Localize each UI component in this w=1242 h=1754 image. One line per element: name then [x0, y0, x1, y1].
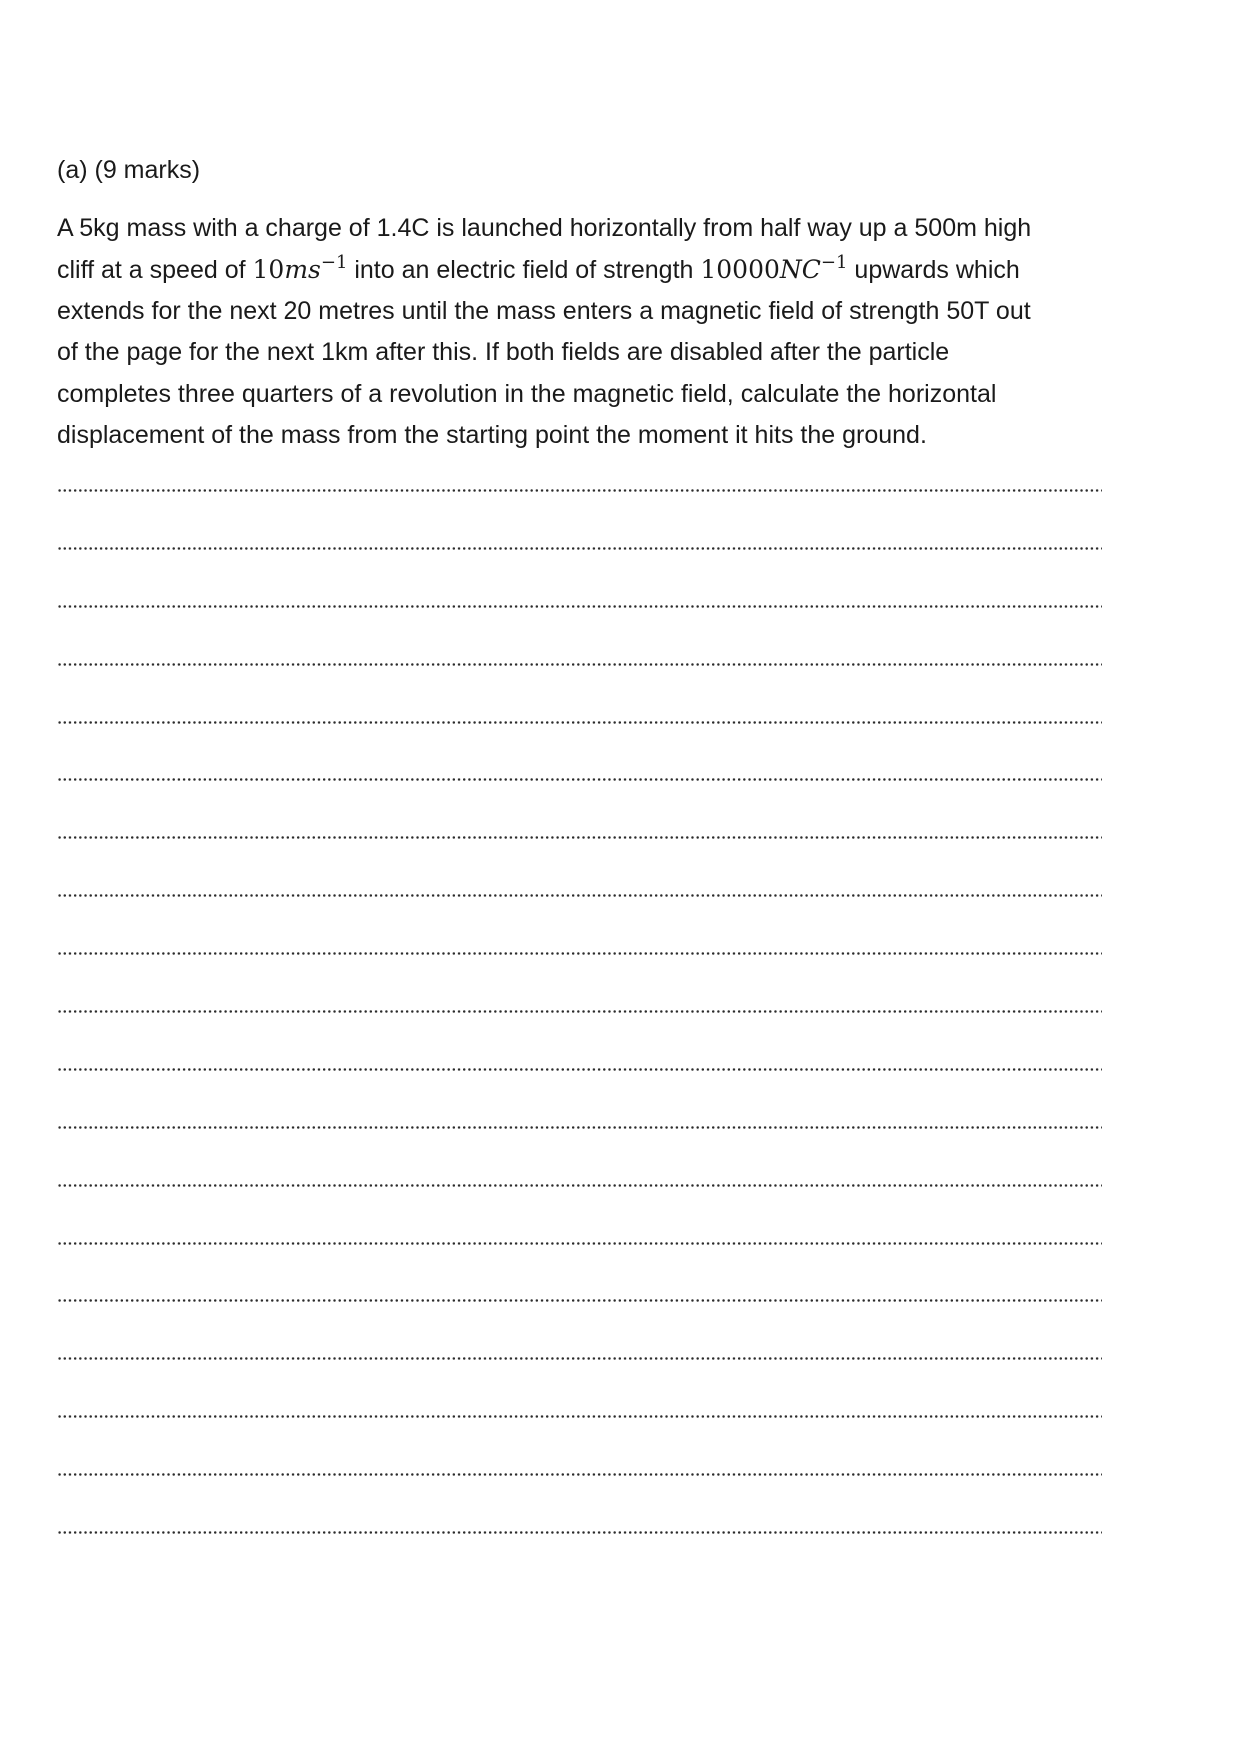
answer-line[interactable]: [57, 1175, 1102, 1233]
field-strength-unit: NC: [779, 255, 821, 285]
dotted-rule: [57, 952, 1102, 955]
dotted-rule: [57, 1126, 1102, 1129]
dotted-rule: [57, 894, 1102, 897]
question-line-2: [57, 249, 1197, 290]
answer-line[interactable]: [57, 1406, 1102, 1464]
field-strength-expression: [700, 252, 848, 285]
dotted-rule: [57, 1531, 1102, 1534]
dotted-rule: [57, 1473, 1102, 1476]
question-line-1: A 5kg mass with a charge of 1.4C is launched horizontally from half way up a 500m high: [57, 214, 1032, 242]
dotted-rule: [57, 663, 1102, 666]
dotted-rule: [57, 1299, 1102, 1302]
answer-line[interactable]: [57, 1117, 1102, 1175]
answer-line[interactable]: [57, 1522, 1102, 1580]
answer-line[interactable]: [57, 538, 1102, 596]
answer-line[interactable]: [57, 654, 1102, 712]
answer-line[interactable]: [57, 596, 1102, 654]
question-line-4: of the page for the next 1km after this. If both fields are disabled after the particle: [57, 338, 950, 367]
answer-line[interactable]: [57, 1464, 1102, 1522]
answer-line[interactable]: [57, 712, 1102, 770]
speed-unit-exponent: −1: [320, 252, 348, 274]
question-text: [57, 208, 1197, 456]
question-text-fragment: cliff at a speed of: [57, 256, 253, 285]
dotted-rule: [57, 1242, 1102, 1245]
dotted-rule: [57, 836, 1102, 839]
dotted-rule: [57, 547, 1102, 550]
question-text-fragment: upwards which: [847, 256, 1020, 285]
speed-unit: ms: [284, 255, 321, 285]
dotted-rule: [57, 1415, 1102, 1418]
answer-line[interactable]: [57, 1001, 1102, 1059]
speed-expression: [252, 252, 348, 285]
dotted-rule: [57, 605, 1102, 608]
dotted-rule: [57, 1068, 1102, 1071]
question-line-6: displacement of the mass from the starting point the moment it hits the ground.: [57, 420, 927, 449]
dotted-rule: [57, 1184, 1102, 1187]
speed-value: 10: [252, 255, 285, 285]
answer-line[interactable]: [57, 1233, 1102, 1291]
answer-line[interactable]: [57, 480, 1102, 538]
dotted-rule: [57, 489, 1102, 492]
dotted-rule: [57, 721, 1102, 724]
answer-line[interactable]: [57, 769, 1102, 827]
question-heading: (a) (9 marks): [57, 156, 201, 184]
answer-lines: [57, 480, 1102, 1580]
question-text-fragment: into an electric field of strength: [347, 256, 701, 285]
answer-line[interactable]: [57, 1059, 1102, 1117]
answer-line[interactable]: [57, 885, 1102, 943]
question-line-3: extends for the next 20 metres until the mass enters a magnetic field of strength 50T out: [57, 296, 1031, 325]
answer-line[interactable]: [57, 827, 1102, 885]
field-strength-value: 10000: [700, 255, 780, 285]
field-strength-unit-exponent: −1: [820, 252, 848, 274]
question-line-5: completes three quarters of a revolution in the magnetic field, calculate the horizontal: [57, 379, 997, 408]
answer-line[interactable]: [57, 1290, 1102, 1348]
dotted-rule: [57, 778, 1102, 781]
dotted-rule: [57, 1010, 1102, 1013]
dotted-rule: [57, 1357, 1102, 1360]
answer-line[interactable]: [57, 943, 1102, 1001]
answer-line[interactable]: [57, 1348, 1102, 1406]
